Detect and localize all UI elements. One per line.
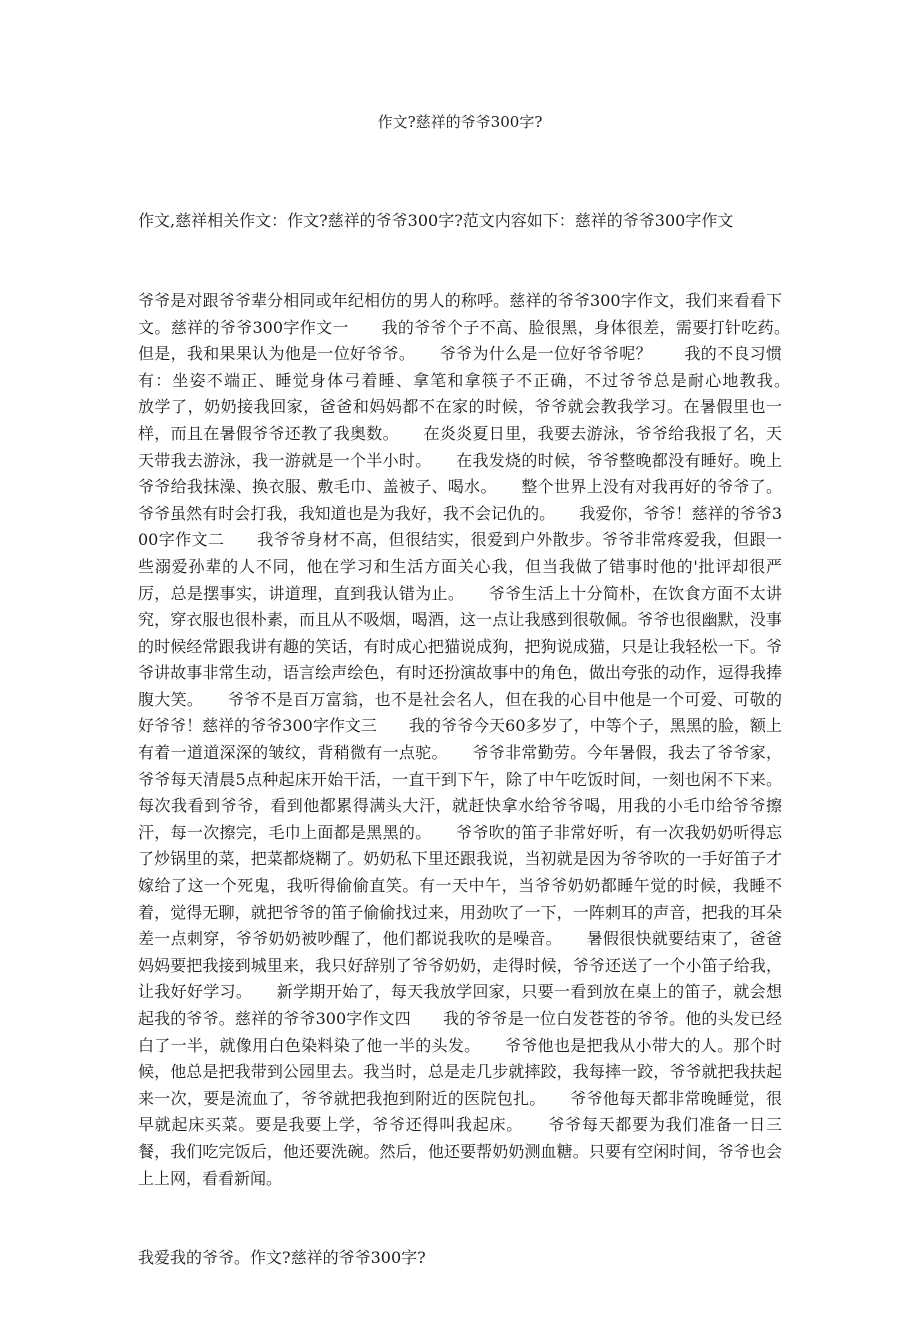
document-title: 作文?慈祥的爷爷300字? (377, 113, 543, 131)
document-body (138, 155, 815, 1325)
closing-paragraph: 我爱我的爷爷。作文?慈祥的爷爷300字? (138, 1248, 426, 1268)
essay-paragraph: 爷爷是对跟爷爷辈分相同或年纪相仿的男人的称呼。慈祥的爷爷300字作文，我们来看看下文。慈祥的爷爷300字作文一 我的爷爷个子不高、脸很黑，身体很差，需要打针吃药。 但是，我和果果认为他是一位好爷爷。 爷爷为什么是一位好爷爷呢？ 我的不良习惯有：坐姿不端正、睡觉身体弓着睡、拿笔和拿筷子不正确，不过爷爷总是耐心地教我。 放学了，奶奶接我回家，爸爸和妈妈都不在家的时候，爷爷就会教我学习。在暑假里也一样，而且在暑假爷爷还教了我奥数。 在炎炎夏日里，我要去游泳，爷爷给我报了名，天天带我去游泳，我一游就是一个半小时。 在我发烧的时候，爷爷整晚都没有睡好。晚上爷爷给我抹澡、换衣服、敷毛巾、盖被子、喝水。 整个世界上没有对我再好的爷爷了。爷爷虽然有时会打我，我知道也是为我好，我不会记仇的。 我爱你，爷爷！慈祥的爷爷300字作文二 我爷爷身材不高，但很结实，很爱到户外散步。爷爷非常疼爱我，但跟一些溺爱孙辈的人不同，他在学习和生活方面关心我，但当我做了错事时他的'批评却很严厉，总是摆事实，讲道理，直到我认错为止。 爷爷生活上十分简朴，在饮食方面不太讲究，穿衣服也很朴素，而且从不吸烟，喝酒，这一点让我感到很敬佩。爷爷也很幽默，没事的时候经常跟我讲有趣的笑话，有时成心把猫说成狗，把狗说成猫，只是让我轻松一下。爷爷讲故事非常生动，语言绘声绘色，有时还扮演故事中的角色，做出夸张的动作，逗得我捧腹大笑。 爷爷不是百万富翁，也不是社会名人，但在我的心目中他是一个可爱、可敬的好爷爷！慈祥的爷爷300字作文三 我的爷爷今天60多岁了，中等个子，黑黑的脸，额上有着一道道深深的皱纹，背稍微有一点驼。 爷爷非常勤劳。今年暑假，我去了爷爷家，爷爷每天清晨5点种起床开始干活，一直干到下午，除了中午吃饭时间，一刻也闲不下来。每次我看到爷爷，看到他都累得满头大汗，就赶快拿水给爷爷喝，用我的小毛巾给爷爷擦汗，每一次擦完，毛巾上面都是黑黑的。 爷爷吹的笛子非常好听，有一次我奶奶听得忘了炒锅里的菜，把菜都烧糊了。奶奶私下里还跟我说，当初就是因为爷爷吹的一手好笛子才嫁给了这一个死鬼，我听得偷偷直笑。有一天中午，当爷爷奶奶都睡午觉的时候，我睡不着，觉得无聊，就把爷爷的笛子偷偷找过来，用劲吹了一下，一阵刺耳的声音，把我的耳朵差一点刺穿，爷爷奶奶被吵醒了，他们都说我吹的是噪音。 暑假很快就要结束了，爸爸妈妈要把我接到城里来，我只好辞别了爷爷奶奶，走得时候，爷爷还送了一个小笛子给我，让我好好学习。 新学期开始了，每天我放学回家，只要一看到放在桌上的笛子，就会想起我的爷爷。慈祥的爷爷300字作文四 我的爷爷是一位白发苍苍的爷爷。他的头发已经白了一半，就像用白色染料染了他一半的头发。 爷爷他也是把我从小带大的人。那个时候，他总是把我带到公园里去。我当时，总是走几步就摔跤，我每摔一跤，爷爷就把我扶起来一次，要是流血了，爷爷就把我抱到附近的医院包扎。 爷爷他每天都非常晚睡觉，很早就起床买菜。要是我要上学，爷爷还得叫我起床。 爷爷每天都要为我们准备一日三餐，我们吃完饭后，他还要洗碗。然后，他还要帮奶奶测血糖。只要有空闲时间，爷爷也会上上网，看看新闻。 (138, 290, 815, 1188)
intro-paragraph: 作文,慈祥相关作文：作文?慈祥的爷爷300字?范文内容如下：慈祥的爷爷300字作文 (138, 211, 734, 231)
